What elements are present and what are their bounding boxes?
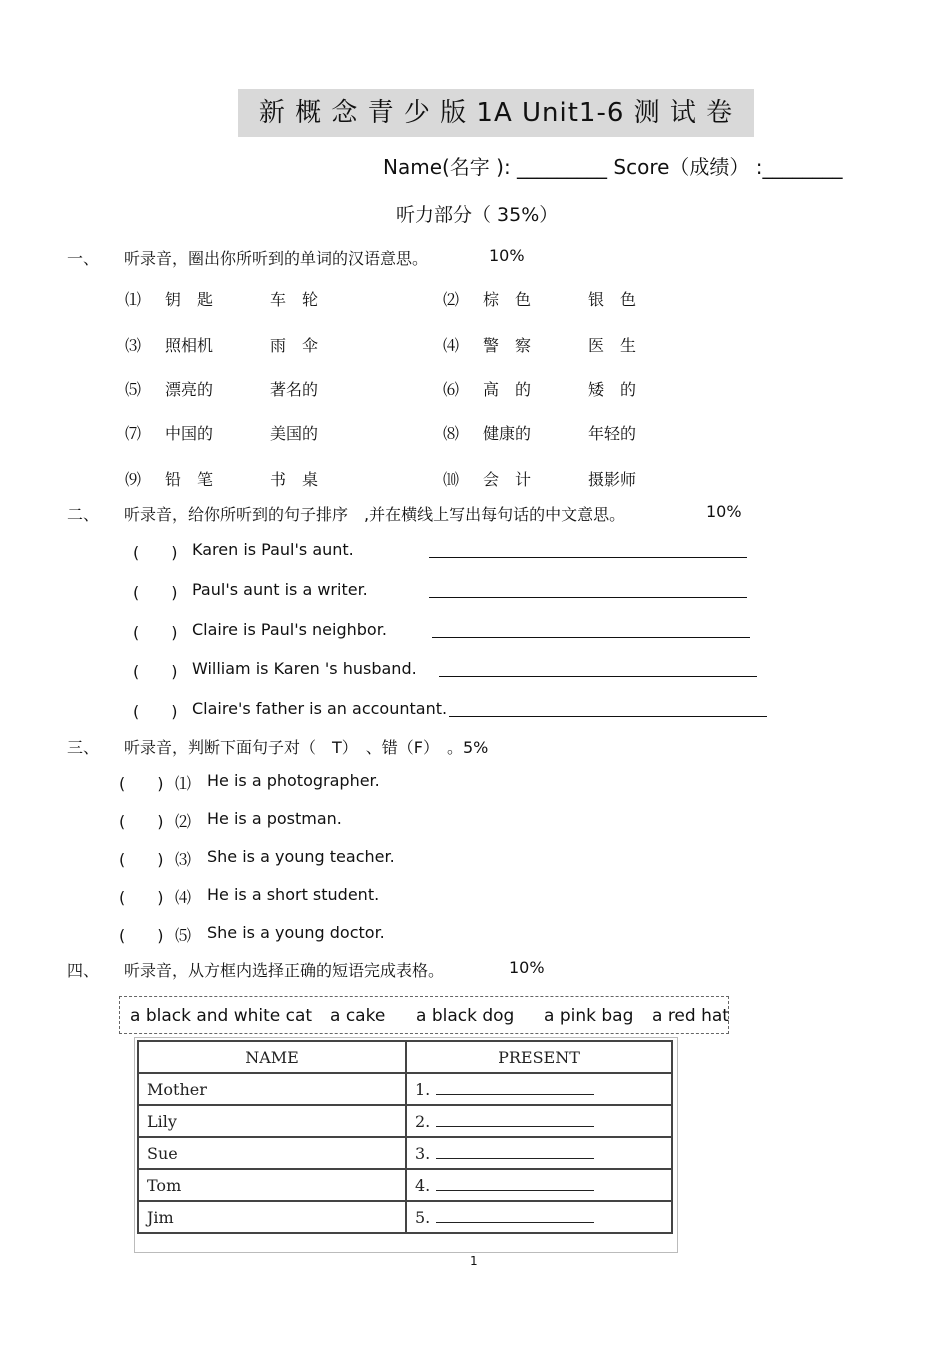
tf-number: ⑴ <box>175 774 192 793</box>
phrase-box <box>119 996 729 1034</box>
order-paren[interactable]: ( ) <box>133 702 178 721</box>
answer-line[interactable] <box>429 557 747 558</box>
choice-a[interactable]: 警 察 <box>483 336 532 355</box>
tf-paren[interactable]: ( ) <box>119 850 164 869</box>
name-score-line: Name(名字 ): _________ Score（成绩） :________ <box>383 155 843 179</box>
row-present[interactable] <box>406 1169 672 1201</box>
row-present[interactable] <box>406 1105 672 1137</box>
tf-paren[interactable]: ( ) <box>119 926 164 945</box>
choice-a[interactable]: 会 计 <box>483 470 532 489</box>
tf-number: ⑶ <box>175 850 192 869</box>
row-present[interactable] <box>406 1201 672 1233</box>
table-row <box>138 1137 672 1169</box>
choice-b[interactable]: 美国的 <box>270 424 319 443</box>
table-body <box>138 1073 672 1233</box>
choice-b[interactable]: 摄影师 <box>588 470 637 489</box>
tf-paren[interactable]: ( ) <box>119 774 164 793</box>
section1-number: 一、 <box>67 249 100 268</box>
item-number: ⑺ <box>125 424 142 443</box>
phrase-option: a black dog <box>416 1006 515 1026</box>
item-number: ⑴ <box>125 290 142 309</box>
tf-sentence: He is a photographer. <box>207 771 380 790</box>
choice-b[interactable]: 书 桌 <box>270 470 319 489</box>
row-number: 1. <box>415 1079 431 1099</box>
choice-a[interactable]: 中国的 <box>165 424 214 443</box>
section1-header <box>67 246 667 266</box>
section1-instruction: 听录音，圈出你所听到的单词的汉语意思。 <box>124 249 429 268</box>
row-name: Mother <box>138 1073 406 1105</box>
choice-a[interactable]: 照相机 <box>165 336 214 355</box>
page-title: 新 概 念 青 少 版 1A Unit1-6 测 试 卷 <box>238 89 754 137</box>
tf-number: ⑸ <box>175 926 192 945</box>
table-header-row <box>138 1041 672 1073</box>
section2-header <box>67 502 767 522</box>
phrase-option: a red hat <box>652 1006 729 1026</box>
item-number: ⑵ <box>443 290 460 309</box>
tf-paren[interactable]: ( ) <box>119 888 164 907</box>
section1-percent: 10% <box>489 246 525 265</box>
table-row <box>138 1105 672 1137</box>
item-number: ⑹ <box>443 380 460 399</box>
phrase-option: a pink bag <box>544 1006 634 1026</box>
present-blank[interactable] <box>436 1114 594 1127</box>
order-paren[interactable]: ( ) <box>133 662 178 681</box>
table-row <box>138 1201 672 1233</box>
answer-line[interactable] <box>439 676 757 677</box>
choice-a[interactable]: 健康的 <box>483 424 532 443</box>
choice-a[interactable]: 高 的 <box>483 380 532 399</box>
listening-header: 听力部分（ 35%） <box>396 204 559 226</box>
row-number: 3. <box>415 1143 431 1163</box>
present-blank[interactable] <box>436 1146 594 1159</box>
choice-b[interactable]: 医 生 <box>588 336 637 355</box>
sentence-text: William is Karen 's husband. <box>192 659 417 678</box>
choice-a[interactable]: 漂亮的 <box>165 380 214 399</box>
choice-b[interactable]: 年轻的 <box>588 424 637 443</box>
order-paren[interactable]: ( ) <box>133 543 178 562</box>
choice-b[interactable]: 雨 伞 <box>270 336 319 355</box>
present-blank[interactable] <box>436 1210 594 1223</box>
tf-paren[interactable]: ( ) <box>119 812 164 831</box>
item-number: ⑷ <box>443 336 460 355</box>
answer-line[interactable] <box>449 716 767 717</box>
present-table <box>137 1040 673 1234</box>
section4-percent: 10% <box>509 958 545 977</box>
row-number: 2. <box>415 1111 431 1131</box>
section4-instruction: 听录音，从方框内选择正确的短语完成表格。 <box>124 961 445 980</box>
tf-sentence: She is a young doctor. <box>207 923 385 942</box>
section2-percent: 10% <box>706 502 742 521</box>
order-paren[interactable]: ( ) <box>133 623 178 642</box>
table-row <box>138 1169 672 1201</box>
sentence-text: Karen is Paul's aunt. <box>192 540 354 559</box>
item-number: ⑶ <box>125 336 142 355</box>
phrase-option: a cake <box>330 1006 386 1026</box>
present-blank[interactable] <box>436 1178 594 1191</box>
section3-header <box>67 735 667 755</box>
header-name: NAME <box>138 1041 406 1073</box>
section2-instruction: 听录音，给你所听到的句子排序 ,并在横线上写出每句话的中文意思。 <box>124 505 626 524</box>
tf-number: ⑵ <box>175 812 192 831</box>
choice-b[interactable]: 银 色 <box>588 290 637 309</box>
page-number: 1 <box>470 1254 478 1268</box>
order-paren[interactable]: ( ) <box>133 583 178 602</box>
sentence-text: Claire is Paul's neighbor. <box>192 620 387 639</box>
row-present[interactable] <box>406 1137 672 1169</box>
choice-a[interactable]: 棕 色 <box>483 290 532 309</box>
answer-line[interactable] <box>432 637 750 638</box>
row-name: Lily <box>138 1105 406 1137</box>
tf-sentence: He is a postman. <box>207 809 342 828</box>
row-name: Sue <box>138 1137 406 1169</box>
item-number: ⑸ <box>125 380 142 399</box>
row-name: Tom <box>138 1169 406 1201</box>
tf-sentence: She is a young teacher. <box>207 847 395 866</box>
present-blank[interactable] <box>436 1082 594 1095</box>
sentence-text: Paul's aunt is a writer. <box>192 580 368 599</box>
choice-a[interactable]: 铅 笔 <box>165 470 214 489</box>
sentence-text: Claire's father is an accountant. <box>192 699 448 718</box>
row-present[interactable] <box>406 1073 672 1105</box>
row-name: Jim <box>138 1201 406 1233</box>
choice-b[interactable]: 车 轮 <box>270 290 319 309</box>
phrase-option: a black and white cat <box>130 1006 313 1026</box>
choice-b[interactable]: 矮 的 <box>588 380 637 399</box>
item-number: ⑽ <box>443 470 460 489</box>
choice-a[interactable]: 钥 匙 <box>165 290 214 309</box>
section2-number: 二、 <box>67 505 100 524</box>
header-present: PRESENT <box>406 1041 672 1073</box>
table-row <box>138 1073 672 1105</box>
row-number: 5. <box>415 1207 431 1227</box>
section3-number: 三、 <box>67 738 100 757</box>
tf-number: ⑷ <box>175 888 192 907</box>
section4-number: 四、 <box>67 961 100 980</box>
section3-instruction: 听录音，判断下面句子对（ T） 、错（F） 。5% <box>124 738 489 757</box>
row-number: 4. <box>415 1175 431 1195</box>
item-number: ⑼ <box>125 470 142 489</box>
tf-sentence: He is a short student. <box>207 885 380 904</box>
section4-header <box>67 958 667 978</box>
choice-b[interactable]: 著名的 <box>270 380 319 399</box>
answer-line[interactable] <box>429 597 747 598</box>
item-number: ⑻ <box>443 424 460 443</box>
